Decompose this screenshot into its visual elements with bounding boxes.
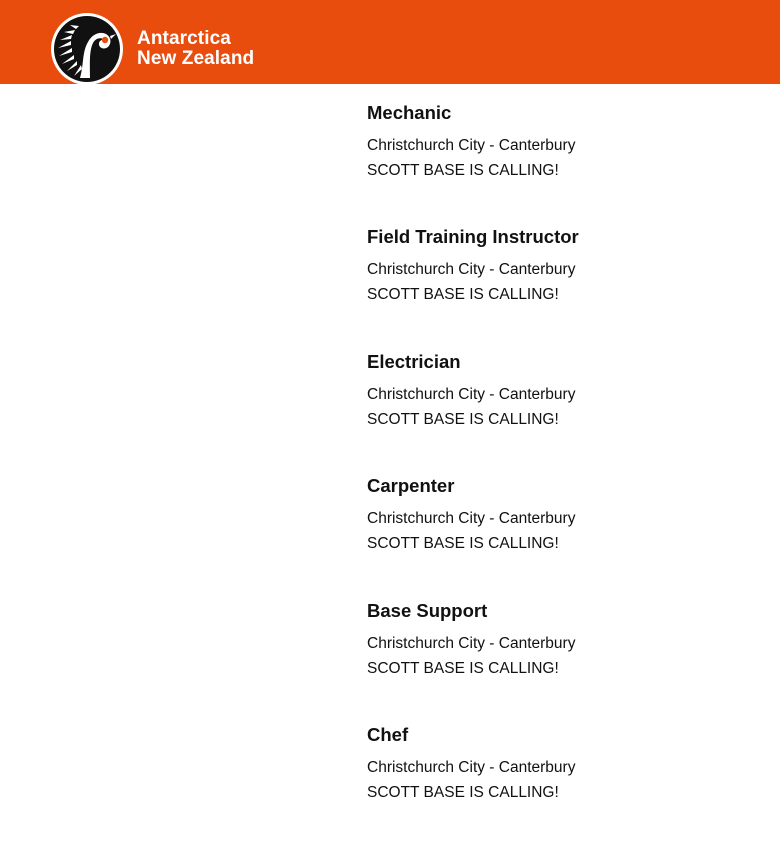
home-logo-link[interactable] — [50, 12, 270, 84]
site-header — [0, 0, 780, 84]
job-listing-carpenter[interactable] — [367, 471, 747, 595]
job-listing-base-support[interactable] — [367, 596, 747, 720]
job-listing-field-training-instructor[interactable] — [367, 222, 747, 346]
job-listing-chef[interactable] — [367, 720, 747, 844]
job-title[interactable]: Field Training Instructor — [367, 226, 579, 248]
job-title[interactable]: Electrician — [367, 350, 461, 372]
job-location: Christchurch City - Canterbury — [367, 261, 576, 279]
job-listing-mechanic[interactable] — [367, 98, 747, 222]
brand-name — [137, 29, 254, 69]
job-tagline: SCOTT BASE IS CALLING! — [367, 286, 559, 304]
job-location: Christchurch City - Canterbury — [367, 385, 576, 403]
job-title[interactable]: Carpenter — [367, 475, 455, 497]
brand-name-line1: Antarctica — [137, 28, 231, 49]
job-list — [367, 98, 747, 844]
job-location: Christchurch City - Canterbury — [367, 634, 576, 652]
job-tagline: SCOTT BASE IS CALLING! — [367, 162, 559, 179]
job-tagline: SCOTT BASE IS CALLING! — [367, 535, 559, 553]
job-title[interactable]: Base Support — [367, 599, 488, 621]
job-title[interactable]: Mechanic — [367, 102, 452, 123]
job-tagline: SCOTT BASE IS CALLING! — [367, 659, 559, 677]
job-title[interactable]: Chef — [367, 723, 409, 745]
bird-emblem-icon — [50, 12, 124, 86]
job-listing-electrician[interactable] — [367, 347, 747, 471]
job-tagline: SCOTT BASE IS CALLING! — [367, 783, 559, 801]
job-location: Christchurch City - Canterbury — [367, 137, 576, 154]
job-tagline: SCOTT BASE IS CALLING! — [367, 410, 559, 428]
brand-name-line2: New Zealand — [137, 48, 255, 69]
job-location: Christchurch City - Canterbury — [367, 510, 576, 528]
job-location: Christchurch City - Canterbury — [367, 758, 576, 776]
